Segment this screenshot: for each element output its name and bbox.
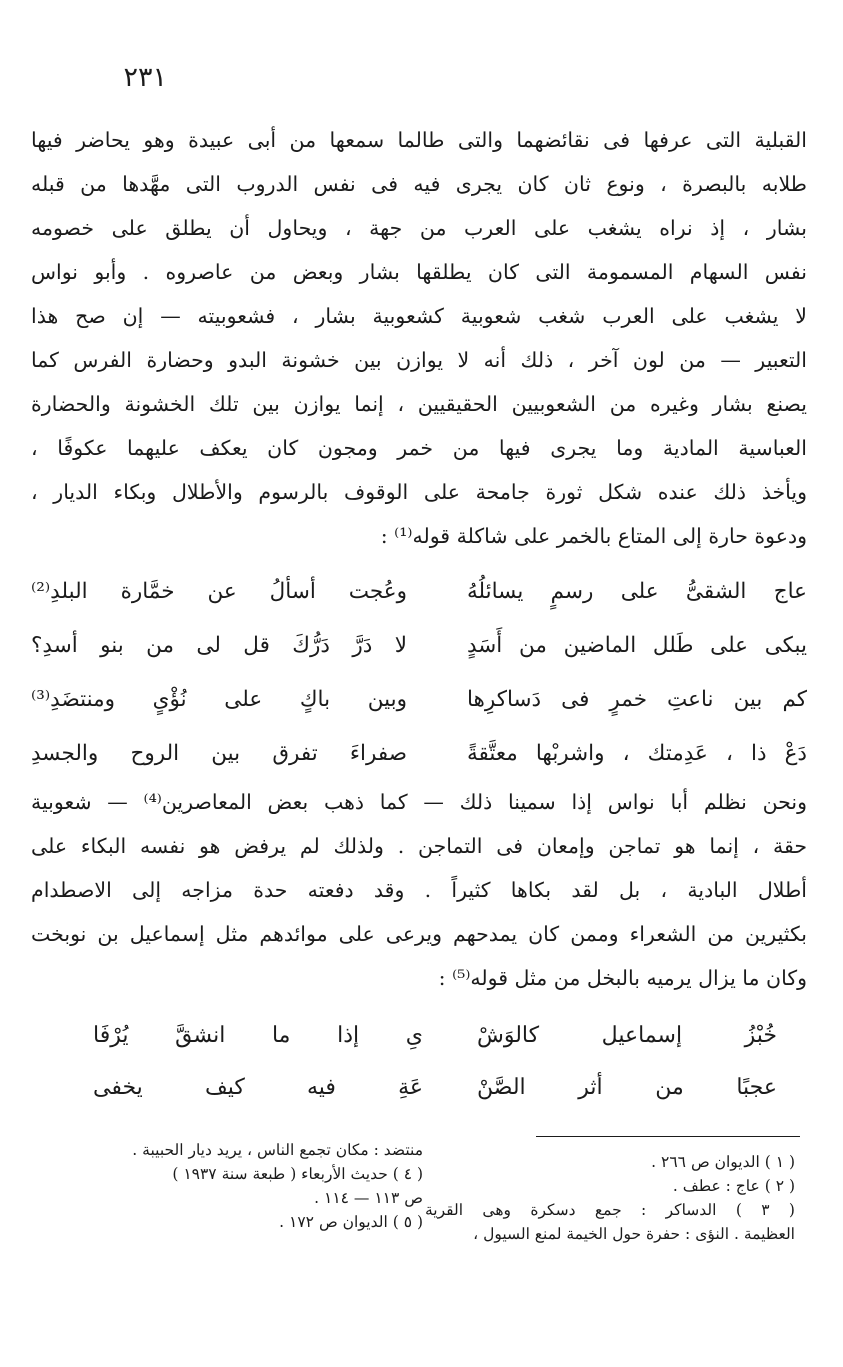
footnote-divider — [536, 1136, 800, 1137]
text-line: بشار ، إذ نراه يشغب على العرب من جهة ، ويحاول أن يطلق على خصومه — [31, 216, 807, 240]
footnotes-right-column — [425, 1150, 795, 1246]
verse-row — [31, 727, 807, 781]
text-line: التعبير — من لون آخر ، ذلك أنه لا يوازن بين خشونة البدو وحضارة الفرس كما — [31, 348, 807, 372]
text-line: وكان ما يزال يرميه بالبخل من مثل قوله⁽⁵⁾ : — [438, 966, 807, 990]
verse-first-hemistich: خُبْزُ إسماعيل كالوَشْ — [477, 1023, 777, 1048]
footnotes-left-column — [93, 1138, 423, 1234]
verse-row — [93, 1010, 777, 1062]
text-line: ونحن نظلم أبا نواس إذا سمينا ذلك — كما ذهب بعض المعاصرين⁽⁴⁾ — شعوبية — [31, 790, 808, 814]
text-line: لا يشغب على العرب شغب شعوبية كشعوبية بشار ، فشعوبيته — إن صح هذا — [31, 304, 807, 328]
verse-second-hemistich: لا دَرَّ دَرُّكَ قل لى من بنو أسدِ؟ — [31, 633, 407, 658]
verse-row — [31, 565, 807, 619]
text-line: طلابه بالبصرة ، ونوع ثان كان يجرى فيه فى نفس الدروب التى مهَّدها من قبله — [31, 172, 807, 196]
verse-second-hemistich: عَةِ فيه كيف يخفى — [93, 1075, 423, 1100]
verse-row — [93, 1062, 777, 1114]
verse-first-hemistich: دَعْ ذا ، عَدِمتك ، واشربْها معتَّقةً — [467, 741, 807, 766]
footnote: ( ٥ ) الديوان ص ١٧٢ . — [279, 1213, 423, 1231]
poem-2 — [93, 1010, 777, 1114]
paragraph-2 — [31, 780, 807, 1000]
text-line: أطلال البادية ، بل لقد بكاها كثيراً . وقد دفعته حدة مزاجه إلى الاصطدام — [31, 878, 807, 902]
footnote: ( ٤ ) حديث الأربعاء ( طبعة سنة ١٩٣٧ ) — [172, 1165, 423, 1183]
footnote: العظيمة . النؤى : حفرة حول الخيمة لمنع السيول ، — [473, 1225, 795, 1243]
footnote: ( ٢ ) عاج : عطف . — [672, 1177, 795, 1195]
verse-second-hemistich: ىِ إذا ما انشقَّ يُرْفَا — [93, 1023, 423, 1048]
verse-row — [31, 673, 807, 727]
verse-second-hemistich: وعُجت أسألُ عن خمَّارة البلدِ⁽²⁾ — [31, 579, 407, 604]
page-number: ٢٣١ — [123, 62, 167, 93]
footnote: ( ١ ) الديوان ص ٢٦٦ . — [651, 1153, 795, 1171]
verse-first-hemistich: عاج الشقىُّ على رسمٍ يسائلُهُ — [467, 579, 807, 604]
text-line: ودعوة حارة إلى المتاع بالخمر على شاكلة قوله⁽¹⁾ : — [380, 524, 807, 548]
verse-second-hemistich: وبين باكٍ على نُؤْىٍ ومنتضَدِ⁽³⁾ — [31, 687, 407, 712]
paragraph-1 — [31, 118, 807, 558]
verse-second-hemistich: صفراءَ تفرق بين الروح والجسدِ — [31, 741, 407, 766]
verse-first-hemistich: يبكى على طَلل الماضين من أَسَدٍ — [467, 633, 807, 658]
poem-1 — [31, 565, 807, 781]
verse-first-hemistich: عجبًا من أثر الصَّنْ — [477, 1075, 777, 1100]
footnote: ص ١١٣ — ١١٤ . — [314, 1189, 423, 1207]
text-line: حقة ، إنما هو تماجن وإمعان فى التماجن . ولذلك لم يرفض هو نفسه البكاء على — [31, 834, 807, 858]
footnote: ( ٣ ) الدساكر : جمع دسكرة وهى القرية — [425, 1201, 795, 1219]
verse-row — [31, 619, 807, 673]
text-line: القبلية التى عرفها فى نقائضهما والتى طالما سمعها من أبى عبيدة وهو يحاضر فيها — [31, 128, 807, 152]
text-line: العباسية المادية وما يجرى فيها من خمر ومجون كان يعكف عليهما عكوفًا ، — [31, 436, 807, 460]
footnote: منتضد : مكان تجمع الناس ، يريد ديار الحبيبة . — [132, 1141, 423, 1159]
verse-first-hemistich: كم بين ناعتِ خمرٍ فى دَساكرِها — [467, 687, 807, 712]
text-line: يصنع بشار وغيره من الشعوبيين الحقيقيين ، إنما يوازن بين تلك الخشونة والحضارة — [31, 392, 807, 416]
text-line: بكثيرين من الشعراء وممن كان يمدحهم ويرعى على موائدهم مثل إسماعيل بن نوبخت — [31, 922, 807, 946]
text-line: نفس السهام المسمومة التى كان يطلقها بشار وبعض من عاصروه . وأبو نواس — [31, 260, 807, 284]
text-line: ويأخذ ذلك عنده شكل ثورة جامحة على الوقوف بالرسوم والأطلال وبكاء الديار ، — [31, 480, 807, 504]
